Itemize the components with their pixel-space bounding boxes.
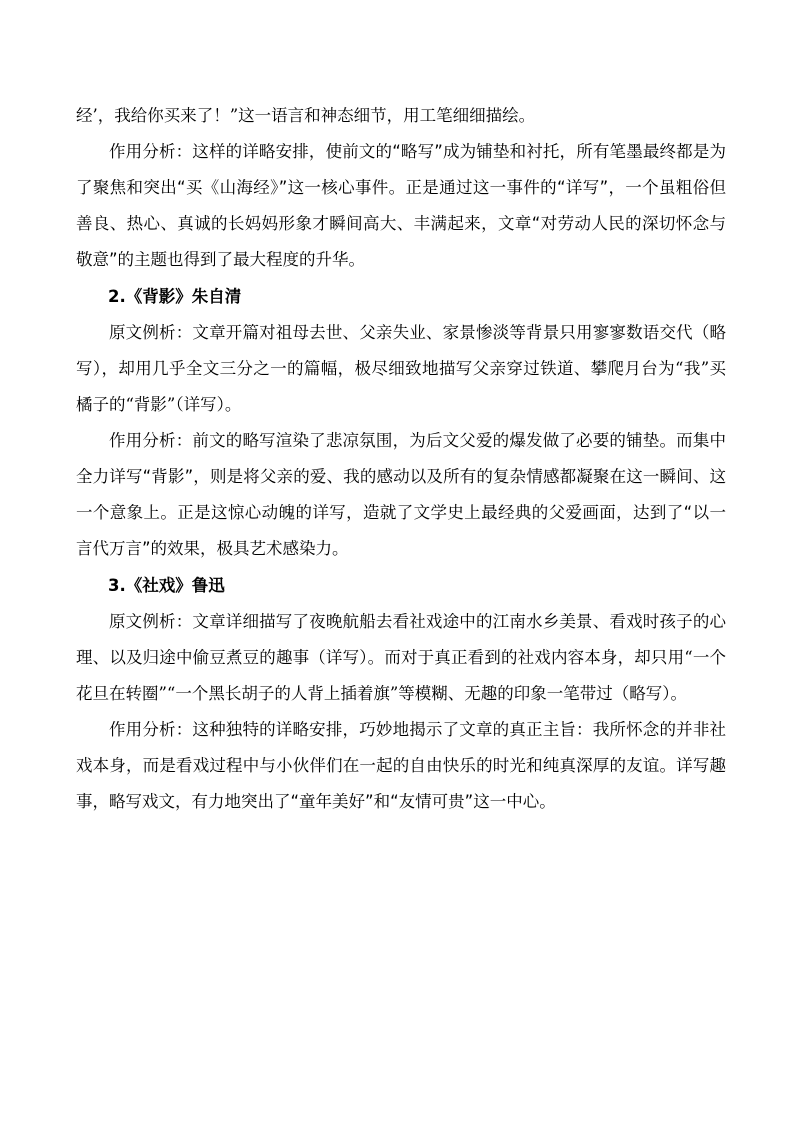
section3-example-paragraph: 原文例析：文章详细描写了夜晚航船去看社戏途中的江南水乡美景、看戏时孩子的心理、以及归途中偷豆煮豆的趣事（详写）。而对于真正看到的社戏内容本身，却只用“一个花旦在转圈”“一个黑长胡子的人背上插着旗”等模糊、无趣的印象一笔带过（略写）。 <box>76 612 726 703</box>
section2-heading: 2.《背影》朱自清 <box>108 287 242 306</box>
section3-effect-paragraph: 作用分析：这种独特的详略安排，巧妙地揭示了文章的真正主旨：我所怀念的并非社戏本身，而是看戏过程中与小伙伴们在一起的自由快乐的时光和纯真深厚的友谊。详写趣事，略写戏文，有力地突出了“童年美好”和“友情可贵”这一中心。 <box>76 720 726 811</box>
section1-effect-paragraph: 作用分析：这样的详略安排，使前文的“略写”成为铺垫和衬托，所有笔墨最终都是为了聚焦和突出“买《山海经》”这一核心事件。正是通过这一事件的“详写”，一个虽粗俗但善良、热心、真诚的长妈妈形象才瞬间高大、丰满起来，文章“对劳动人民的深切怀念与敬意”的主题也得到了最大程度的升华。 <box>76 142 726 269</box>
section1-tail-paragraph: 经’，我给你买来了！”这一语言和神态细节，用工笔细细描绘。 <box>76 106 536 125</box>
section2-effect-paragraph: 作用分析：前文的略写渲染了悲凉氛围，为后文父爱的爆发做了必要的铺垫。而集中全力详写“背影”，则是将父亲的爱、我的感动以及所有的复杂情感都凝聚在这一瞬间、这一个意象上。正是这惊心动魄的详写，造就了文学史上最经典的父爱画面，达到了“以一言代万言”的效果，极具艺术感染力。 <box>76 431 726 558</box>
section2-example-paragraph: 原文例析：文章开篇对祖母去世、父亲失业、家景惨淡等背景只用寥寥数语交代（略写），却用几乎全文三分之一的篇幅，极尽细致地描写父亲穿过铁道、攀爬月台为“我”买橘子的“背影”（详写）。 <box>76 323 726 414</box>
section3-heading: 3.《社戏》鲁迅 <box>108 576 225 595</box>
document-page <box>76 98 726 820</box>
